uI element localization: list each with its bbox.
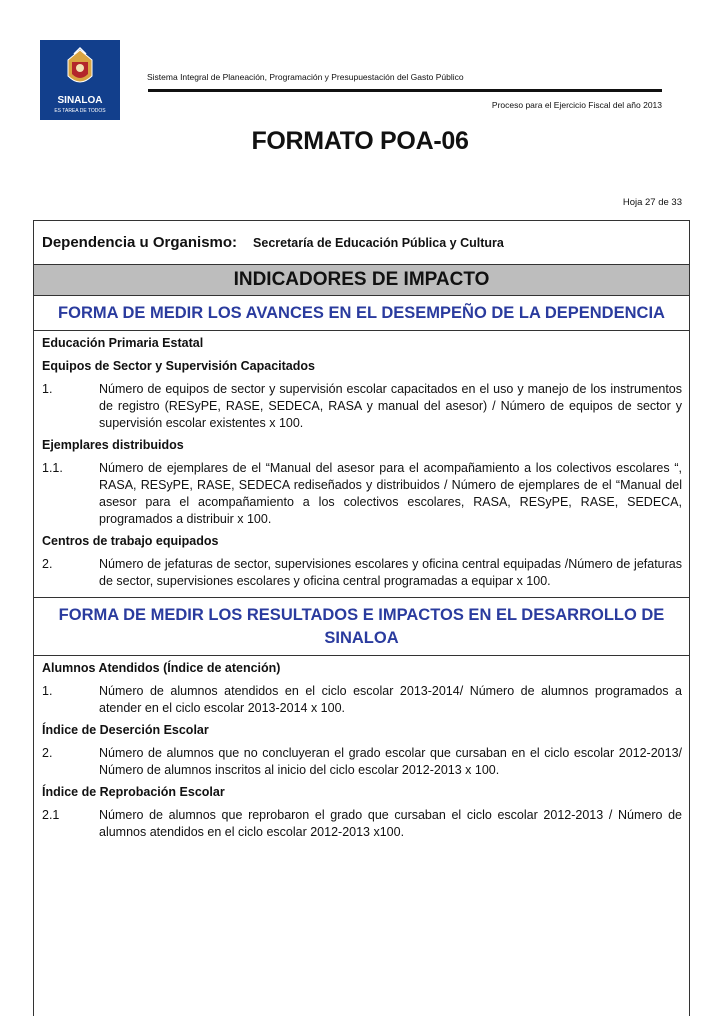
section-impact-body (34, 656, 689, 848)
logo-tagline: ES TAREA DE TODOS (54, 108, 106, 114)
group-title: Alumnos Atendidos (Índice de atención) (42, 661, 281, 675)
indicator-item (42, 745, 682, 779)
dependency-label: Dependencia u Organismo: (42, 234, 238, 251)
indicator-number: 2. (42, 746, 53, 760)
group-title: Centros de trabajo equipados (42, 534, 219, 548)
indicator-number: 1. (42, 382, 53, 396)
indicator-formula: Número de jefaturas de sector, supervisiones escolares y oficina central equipadas /Número de jefaturas de sector, supervisiones escolares y oficina central programadas a equipar x 100. (99, 557, 682, 588)
logo-wordmark: SINALOA (57, 95, 103, 106)
indicator-item (42, 556, 682, 590)
indicator-item (42, 381, 682, 432)
dependency-value: Secretaría de Educación Pública y Cultura (253, 235, 504, 250)
indicator-formula: Número de equipos de sector y supervisión escolar capacitados en el uso y manejo de los instrumentos de registro (RESyPE, RASE, SEDECA, RASA y manual del asesor) / Número de equipos de sector y supervisión escolar existentes x 100. (99, 382, 682, 430)
coat-of-arms-icon (60, 46, 100, 90)
process-label: Proceso para el Ejercicio Fiscal del año 2013 (491, 100, 662, 110)
group-title: Índice de Reprobación Escolar (42, 785, 225, 799)
indicator-formula: Número de alumnos que reprobaron el grado que cursaban el ciclo escolar 2012-2013 / Número de alumnos atendidos en el ciclo escolar 2012-2013 x100. (99, 808, 682, 839)
section-performance-body (34, 331, 689, 598)
group-title: Ejemplares distribuidos (42, 438, 184, 452)
form-title: FORMATO POA-06 (251, 127, 469, 155)
indicator-number: 2.1 (42, 808, 60, 822)
form-table (33, 220, 690, 1016)
indicator-item (42, 807, 682, 841)
group-title: Equipos de Sector y Supervisión Capacitados (42, 359, 315, 373)
header-divider (148, 89, 662, 92)
indicator-number: 1.1. (42, 461, 63, 475)
sinaloa-logo (40, 40, 120, 120)
indicator-formula: Número de alumnos atendidos en el ciclo escolar 2013-2014/ Número de alumnos programados a atender en el ciclo escolar 2013-2014 x 100. (99, 684, 682, 715)
sheet-number: Hoja 27 de 33 (622, 197, 682, 208)
section-performance-title: FORMA DE MEDIR LOS AVANCES EN EL DESEMPEÑO DE LA DEPENDENCIA (34, 296, 689, 331)
dependency-row (34, 221, 689, 265)
indicator-number: 1. (42, 684, 53, 698)
indicator-item (42, 460, 682, 528)
group-title: Índice de Deserción Escolar (42, 723, 209, 737)
indicator-item (42, 683, 682, 717)
section-impact-title: FORMA DE MEDIR LOS RESULTADOS E IMPACTOS EN EL DESARROLLO DE SINALOA (34, 598, 689, 656)
program-name: Educación Primaria Estatal (42, 336, 204, 350)
indicators-title: INDICADORES DE IMPACTO (34, 265, 689, 296)
indicator-formula: Número de alumnos que no concluyeran el grado escolar que cursaban en el ciclo escolar 2012-2013/ Número de alumnos inscritos al inicio del ciclo escolar 2012-2013 x 100. (99, 746, 682, 777)
indicator-formula: Número de ejemplares de el “Manual del asesor para el acompañamiento a los colectivos escolares “, RASA, RESyPE, RASE, SEDECA rediseñados y distribuidos / Número de ejemplares de el “Manual del asesor para el acompañamiento a los colectivos escolares, RASA, RESyPE, RASE, SEDECA, programados a distribuir x 100. (99, 461, 682, 526)
indicator-number: 2. (42, 557, 53, 571)
system-title: Sistema Integral de Planeación, Programación y Presupuestación del Gasto Público (147, 72, 464, 82)
